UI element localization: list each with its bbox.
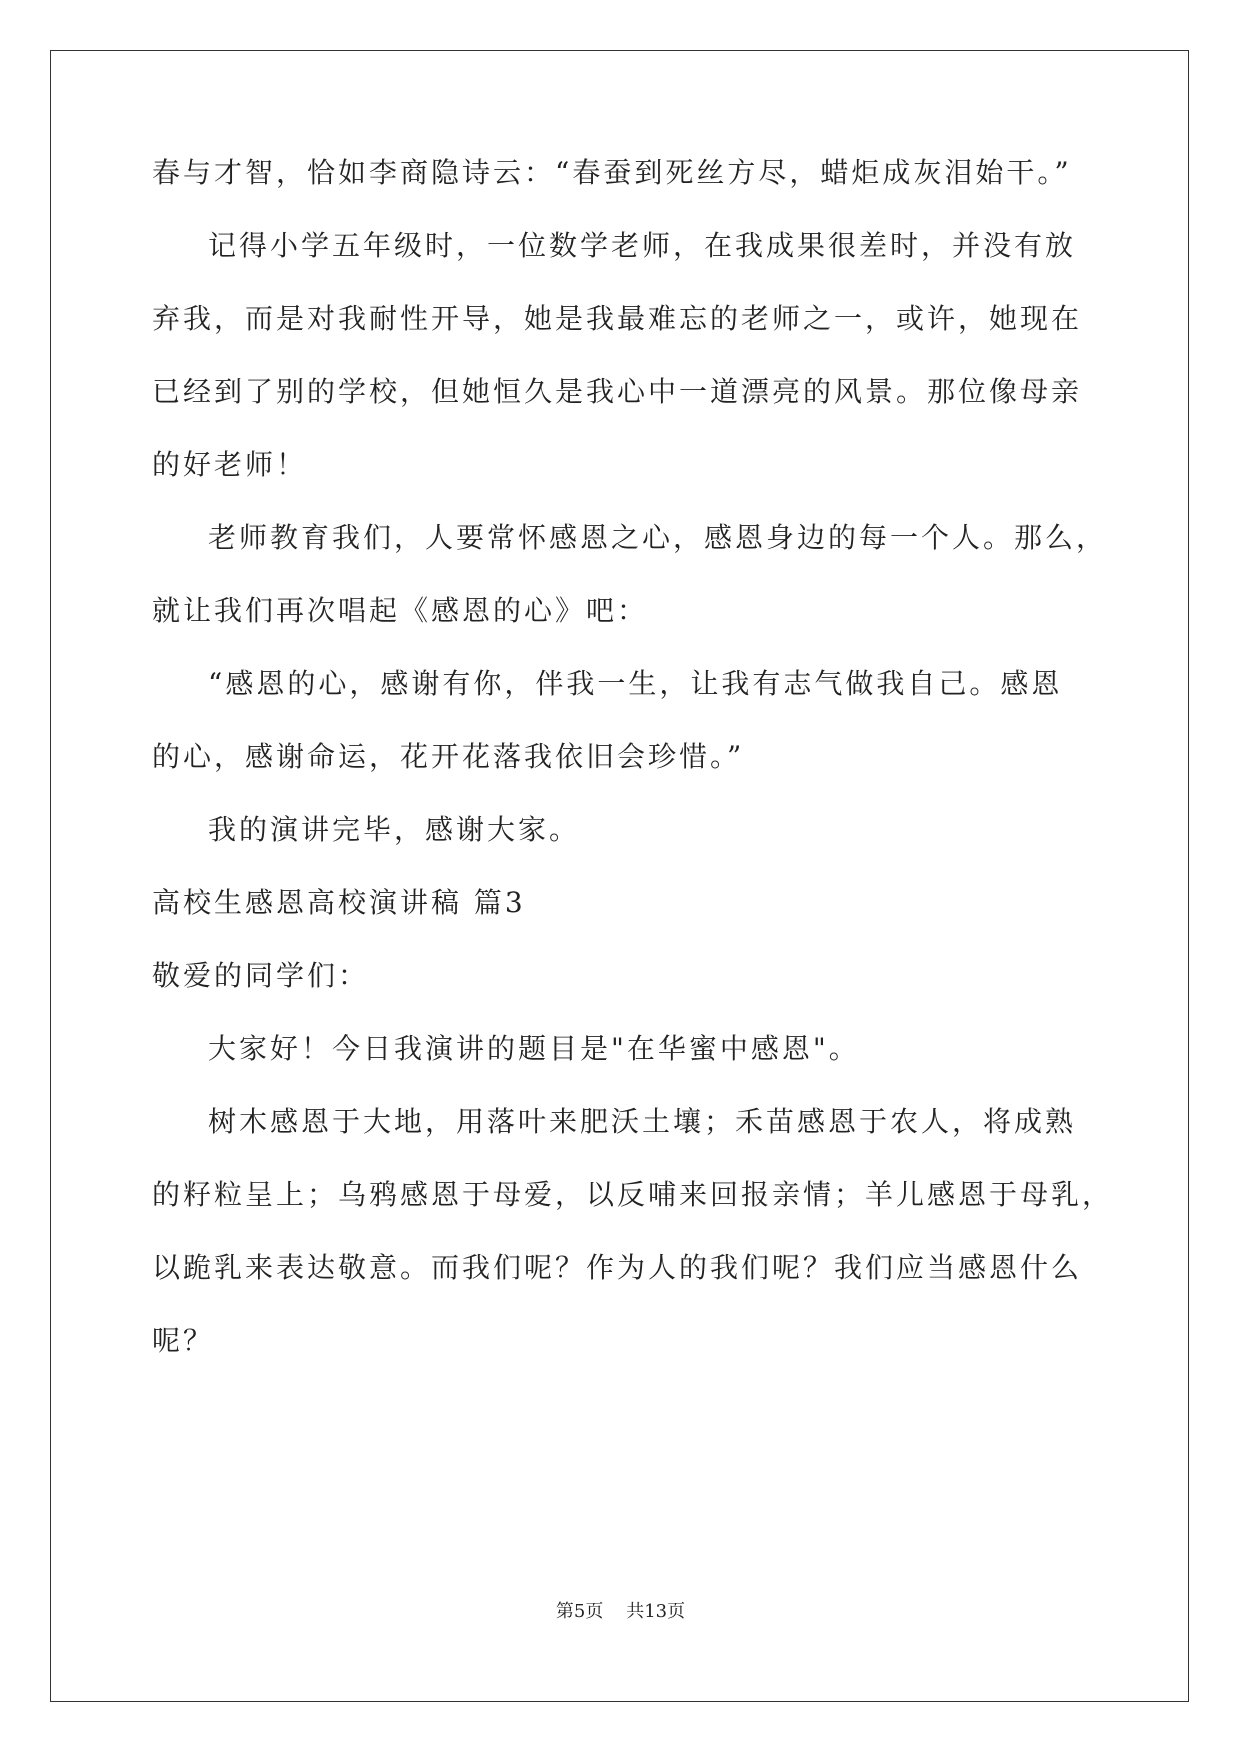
- page-footer: [0, 1597, 1241, 1623]
- text-line: 大家好！今日我演讲的题目是"在华蜜中感恩"。: [208, 1032, 860, 1065]
- text-line: 的好老师！: [152, 448, 308, 481]
- text-line: 的籽粒呈上；乌鸦感恩于母爱，以反哺来回报亲情；羊儿感恩于母乳，: [152, 1178, 1114, 1211]
- page-total: 共13页: [626, 1601, 686, 1622]
- text-line: 以跪乳来表达敬意。而我们呢？作为人的我们呢？我们应当感恩什么: [152, 1251, 1083, 1284]
- text-line: 我的演讲完毕，感谢大家。: [208, 813, 581, 846]
- text-line: 记得小学五年级时，一位数学老师，在我成果很差时，并没有放: [208, 229, 1077, 262]
- text-line: 就让我们再次唱起《感恩的心》吧：: [152, 594, 649, 627]
- section-heading: 高校生感恩高校演讲稿 篇3: [152, 886, 526, 919]
- text-line: 已经到了别的学校，但她恒久是我心中一道漂亮的风景。那位像母亲: [152, 375, 1083, 408]
- page-number: 第5页: [555, 1601, 604, 1622]
- text-line: 的心，感谢命运，花开花落我依旧会珍惜。”: [152, 740, 745, 773]
- text-line: 呢？: [152, 1324, 215, 1357]
- text-line: 弃我，而是对我耐性开导，她是我最难忘的老师之一，或许，她现在: [152, 302, 1083, 335]
- text-line: 老师教育我们，人要常怀感恩之心，感恩身边的每一个人。那么，: [208, 521, 1108, 554]
- page-frame: [50, 50, 1189, 1702]
- salutation: 敬爱的同学们：: [152, 959, 370, 992]
- text-line: 树木感恩于大地，用落叶来肥沃土壤；禾苗感恩于农人，将成熟: [208, 1105, 1077, 1138]
- text-line: 春与才智，恰如李商隐诗云：“春蚕到死丝方尽，蜡炬成灰泪始干。”: [152, 156, 1072, 189]
- text-line: “感恩的心，感谢有你，伴我一生，让我有志气做我自己。感恩: [208, 667, 1063, 700]
